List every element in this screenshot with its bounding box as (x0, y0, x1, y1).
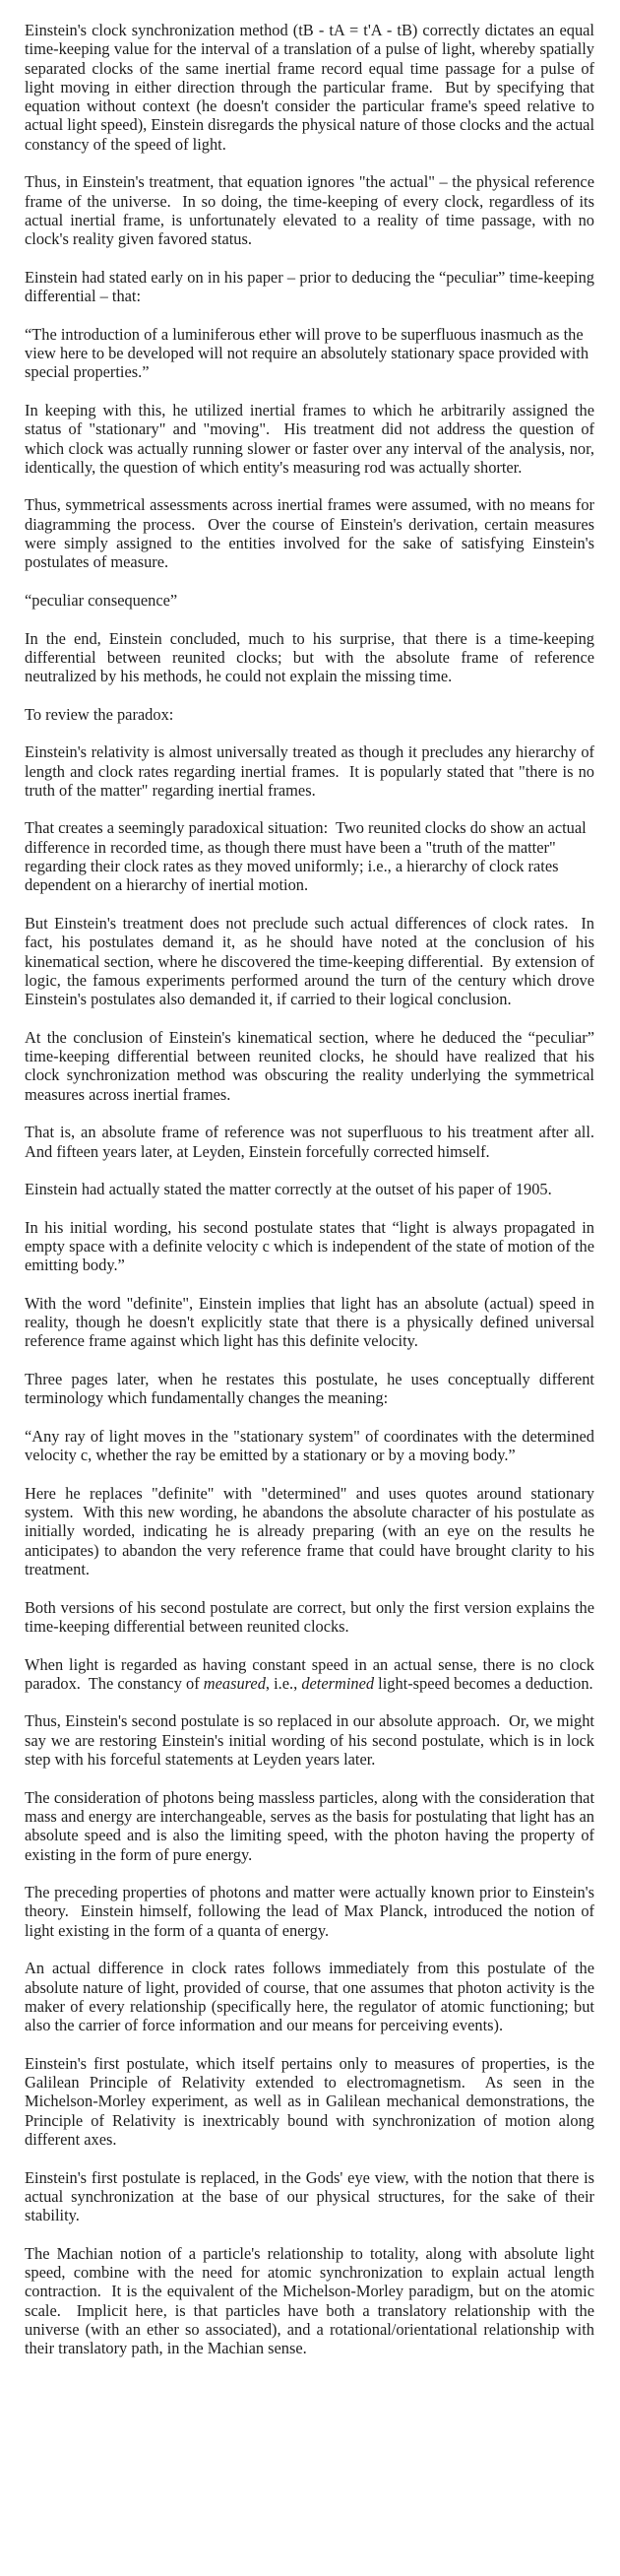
text-run: Thus, Einstein's second postulate is so replaced in our absolute approach. Or, we might say we are restoring Einstein's initial wording of his second postulate, which is in lock step with his forceful statements at Leyden years later. (25, 1711, 599, 1770)
paragraph (25, 1787, 599, 1864)
paragraph (25, 1426, 599, 1465)
text-run: In the end, Einstein concluded, much to his surprise, that there is a time-keeping differential between reunited clocks; but with the absolute frame of reference neutralized by his methods, he could not explain the missing time. (25, 628, 599, 686)
text-run: With the word "definite", Einstein implies that light has an absolute (actual) speed in reality, though he doesn't explicitly state that there is a physically defined universal reference frame against which light has this definite velocity. (25, 1293, 599, 1351)
text-run: Thus, in Einstein's treatment, that equation ignores "the actual" – the physical reference frame of the universe. In so doing, the time-keeping of every clock, regardless of its actual inertial frame, is unfortunately elevated to a reality of time passage, with no clock's reality given favored status. (25, 172, 599, 249)
italic-text-run: determined (301, 1673, 375, 1693)
text-run: In keeping with this, he utilized inertial frames to which he arbitrarily assigned the status of "stationary" and "moving". His treatment did not address the question of which clock was actually running slower or faster over any interval of the analysis, nor, identically, the question of which entity's measuring rod was actually shorter. (25, 400, 599, 477)
italic-text-run: measured (203, 1673, 266, 1693)
text-run: , i.e., (265, 1673, 302, 1693)
text-run: When light is regarded as having constant speed in an actual sense, there is no clock paradox. The constancy of (25, 1654, 599, 1693)
text-run: Einstein's first postulate is replaced, in the Gods' eye view, with the notion that there is actual synchronization at the base of our physical structures, for the sake of their stability. (25, 2167, 599, 2225)
paragraph (25, 1123, 603, 1161)
text-run: Einstein's clock synchronization method (tB - tA = t'A - tB) correctly dictates an equal time-keeping value for the interval of a translation of a pulse of light, whereby spatially separated clocks of the same inertial frame record equal time passage for a pulse of light moving in either direction through the particular frame. But by specifying that equation without context (he doesn't consider the particular frame's speed relative to actual light speed), Einstein disregards the physical nature of those clocks and the actual constancy of the speed of light. (25, 21, 599, 154)
paragraph (25, 1883, 599, 1940)
paragraph (25, 172, 599, 249)
text-run: The preceding properties of photons and matter were actually known prior to Einstein's theory. Einstein himself, following the lead of Max Planck, introduced the notion of light existing in the form of a quanta of energy. (25, 1883, 599, 1940)
paragraph (25, 1654, 599, 1694)
paragraph (25, 818, 594, 894)
paragraph (25, 495, 599, 572)
paragraph (25, 2167, 599, 2225)
paragraph (25, 705, 594, 724)
document-body (25, 21, 603, 2358)
text-run: The consideration of photons being massless particles, along with the consideration that mass and energy are interchangeable, serves as the basis for postulating that light has an absolute speed and is also the limiting speed, with the photon having the property of existing in the form of pure energy. (25, 1787, 599, 1864)
paragraph (25, 2053, 599, 2149)
text-run: Three pages later, when he restates this postulate, he uses conceptually different terminology which fundamentally changes the meaning: (25, 1370, 599, 1408)
text-run: Thus, symmetrical assessments across inertial frames were assumed, with no means for diagramming the process. Over the course of Einstein's derivation, certain measures were simply assigned to the entities involved for the sake of satisfying Einstein's postulates of measure. (25, 495, 599, 572)
paragraph (25, 267, 599, 306)
text-run: “peculiar consequence” (25, 590, 178, 610)
text-run: Einstein's relativity is almost universally treated as though it precludes any hierarchy of length and clock rates regarding inertial frames. It is popularly stated that "there is no truth of the matter" regarding inertial frames. (25, 742, 599, 800)
paragraph (25, 1370, 599, 1408)
paragraph (25, 742, 599, 800)
text-run: The Machian notion of a particle's relationship to totality, along with absolute light speed, combine with the need for atomic synchronization to explain actual length contraction. It is the equivalent of the Michelson-Morley paradigm, but on the atomic scale. Implicit here, is that particles have both a translatory relationship with the universe (with an ether so associated), and a rotational/​orientational relationship with their translatory path, in the Machian sense. (25, 2243, 599, 2358)
text-run: Einstein had actually stated the matter correctly at the outset of his paper of 1905. (25, 1180, 552, 1199)
text-run: To review the paradox: (25, 704, 174, 724)
paragraph (25, 628, 599, 686)
text-run: Both versions of his second postulate are correct, but only the first version explains the time-keeping differential between reunited clocks. (25, 1597, 599, 1636)
text-run: Here he replaces "definite" with "determined" and uses quotes around stationary system. With this new wording, he abandons the absolute character of his postulate as initially worded, indicating he is already preparing (with an eye on the results he anticipates) to abandon the very reference frame that could have brought clarity to his treatment. (25, 1483, 599, 1579)
text-run: That is, an absolute frame of reference was not superfluous to his treatment after all. And fifteen years later, at Leyden, Einstein forcefully corrected himself. (25, 1123, 603, 1161)
paragraph (25, 400, 599, 477)
text-run: That creates a seemingly paradoxical situation: Two reunited clocks do show an actual difference in recorded time, as though there must have been a "truth of the matter" regarding their clock rates as they moved uniformly; i.e., a hierarchy of clock rates dependent on a hierarchy of inertial motion. (25, 818, 590, 895)
text-run: Einstein had stated early on in his paper – prior to deducing the “peculiar” time-keeping differential – that: (25, 267, 599, 306)
paragraph (25, 913, 599, 1009)
paragraph (25, 1180, 594, 1198)
paragraph (25, 2243, 599, 2358)
text-run: At the conclusion of Einstein's kinematical section, where he deduced the “peculiar” time-keeping differential between reunited clocks, he should have realized that his clock synchronization method was obscuring the reality underlying the symmetrical measures across inertial frames. (25, 1027, 599, 1104)
text-run: Einstein's first postulate, which itself pertains only to measures of properties, is the Galilean Principle of Relativity extended to electromagnetism. As seen in the Michelson-Morley experiment, as well as in Galilean mechanical demonstrations, the Principle of Relativity is inextricably bound with synchronization of motion along different axes. (25, 2053, 599, 2149)
paragraph (25, 591, 594, 610)
text-run: But Einstein's treatment does not preclude such actual differences of clock rates. In fact, his postulates demand it, as he should have noted at the conclusion of his kinematical section, where he discovered the time-keeping differential. By extension of logic, the famous experiments performed around the turn of the century which drove Einstein's postulates also demanded it, if carried to their logical conclusion. (25, 913, 599, 1009)
paragraph (25, 1483, 599, 1579)
text-run: light-speed becomes a deduction. (374, 1673, 593, 1693)
paragraph (25, 1027, 599, 1104)
text-run: In his initial wording, his second postulate states that “light is always propagated in empty space with a definite velocity c which is independent of the state of motion of the emitting body.” (25, 1217, 599, 1275)
paragraph (25, 1959, 599, 2035)
paragraph (25, 1711, 599, 1770)
text-run: An actual difference in clock rates follows immediately from this postulate of the absolute nature of light, provided of course, that one assumes that photon activity is the maker of every relationship (specifically here, the regulator of atomic functioning; but also the carrier of force information and our means for perceiving events). (25, 1959, 599, 2035)
paragraph (25, 1293, 599, 1351)
paragraph (25, 325, 594, 382)
paragraph (25, 1217, 599, 1275)
paragraph (25, 21, 599, 154)
text-run: “Any ray of light moves in the "stationary system" of coordinates with the determined velocity c, whether the ray be emitted by a stationary or by a moving body.” (25, 1426, 599, 1465)
text-run: “The introduction of a luminiferous ether will prove to be superfluous inasmuch as the view here to be developed will not require an absolutely stationary space provided with special properties.” (25, 324, 593, 382)
paragraph (25, 1597, 599, 1637)
